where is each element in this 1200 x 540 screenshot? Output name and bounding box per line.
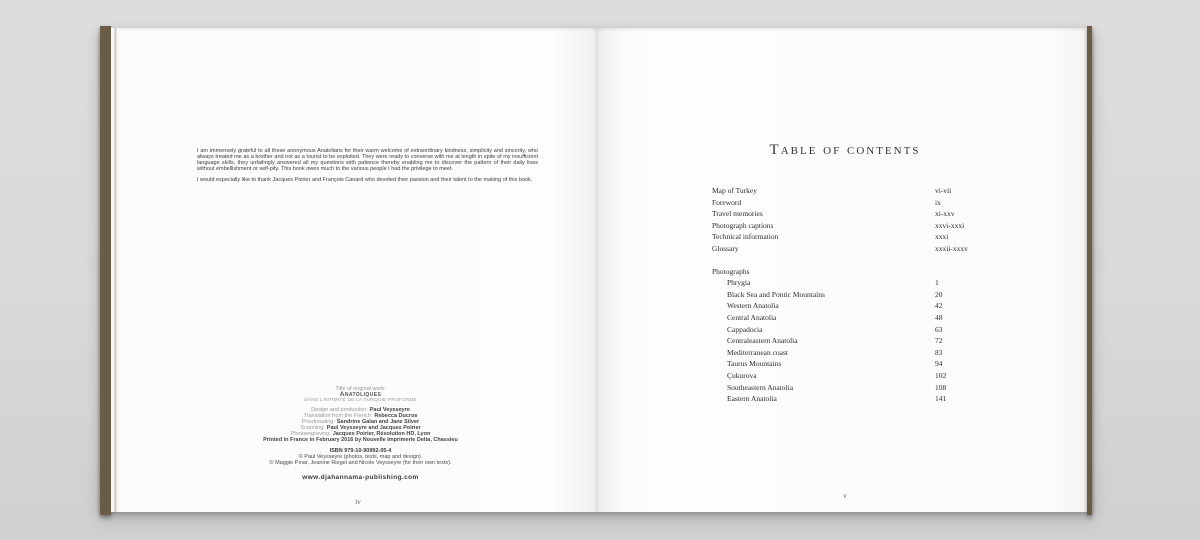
toc-entry-label: Technical information (712, 232, 779, 242)
isbn: ISBN 979-10-90992-05-4 (329, 448, 392, 454)
page-fore-edges (111, 28, 119, 512)
original-work-label: Title of original work: (335, 386, 386, 392)
toc-entry-page: xxvi-xxxi (935, 220, 965, 230)
toc-entry-page: 72 (935, 336, 943, 346)
toc-row (712, 243, 1012, 255)
toc-entry-label: Black Sea and Pontic Mountains (727, 289, 825, 299)
publisher-website: www.djahannama-publishing.com (302, 474, 419, 481)
isbn-block (119, 448, 597, 466)
toc-entry-page: 1 (935, 278, 939, 288)
book-cover-right-edge (1087, 26, 1092, 515)
toc-entry-page: xxxi (935, 232, 949, 242)
toc-entry-label: Southeastern Anatolia (727, 382, 794, 392)
toc-entry-label: Centraleastern Anatolia (727, 336, 798, 346)
toc-entry-page: 48 (935, 312, 943, 322)
credit-label: Scanning: (300, 425, 325, 431)
right-page-number: v (843, 492, 847, 500)
toc-row (712, 358, 1012, 370)
toc-row (712, 370, 1012, 382)
printed-line: Printed in France in February 2016 by Nouvelle Imprimerie Delta, Chassieu (263, 437, 458, 443)
toc-entry-page: 42 (935, 301, 943, 311)
toc-entry-label: Western Anatolia (727, 301, 779, 311)
toc-entry-label: Glossary (712, 243, 739, 253)
toc-row (712, 393, 1012, 405)
book-spread (100, 28, 1092, 512)
toc-row (712, 382, 1012, 394)
toc-row (712, 277, 1012, 289)
toc-row (712, 208, 1012, 220)
toc-entry-label: Çukurova (727, 370, 757, 380)
toc-row (712, 231, 1012, 243)
left-page (119, 28, 597, 512)
toc-row (712, 220, 1012, 232)
toc-entry-page: 63 (935, 324, 943, 334)
toc-entry-label: Cappadocia (727, 324, 763, 334)
toc-entry-label: Photograph captions (712, 220, 774, 230)
toc-entry-label: Eastern Anatolia (727, 394, 777, 404)
credit-label: Translation from the French: (303, 413, 373, 419)
toc-photographs-header: Photographs (712, 266, 750, 276)
copyright-line: © Maggie Pınar, Jeanine Riegel and Nicole Veysseyre (for their own texts). (269, 460, 452, 466)
table-of-contents (712, 185, 1012, 405)
copyright-line: © Paul Veysseyre (photos, texts, map and design). (298, 454, 423, 460)
toc-entry-page: vi-vii (935, 186, 952, 195)
credit-label: Photoengraving: (290, 431, 331, 437)
right-page (597, 28, 1087, 512)
toc-row (712, 289, 1012, 301)
toc-entry-page: ix (935, 197, 941, 207)
toc-row (712, 312, 1012, 324)
book-cover-left-edge (100, 26, 111, 515)
original-title: Anatoliques (339, 391, 382, 398)
toc-entry-page: 102 (935, 370, 947, 380)
credit-value: Paul Veysseyre and Jacques Poirier (326, 425, 421, 431)
toc-entry-page: 141 (935, 394, 947, 404)
toc-entry-page: 83 (935, 347, 943, 357)
toc-entry-label: Map of Turkey (712, 186, 758, 195)
toc-entry-label: Mediterranean coast (727, 347, 789, 357)
colophon-block (119, 386, 597, 443)
acknowledgments-paragraph-2: I would especially like to thank Jacques Poirier and François Canard who devoted their passion and their talent to the making of this book. (197, 176, 533, 183)
toc-entry-label: Taurus Mountains (727, 359, 782, 369)
toc-row (712, 197, 1012, 209)
toc-row (712, 347, 1012, 359)
acknowledgments-paragraph-1: I am immensely grateful to all these anonymous Anatolians for their warm welcome of extraordinary kindness, simplicity and sincerity, who always treated me as a brother and not as a tourist to be exploited. They were ready to converse with me at length in spite of my insufficient language skills, they unfailingly answered all my questions with patience thereby enabling me to discover the pattern of their daily lives without embellishment or self-pity. This book owes much to the various people I had the privilege to meet. (197, 148, 538, 172)
toc-entry-page: 20 (935, 289, 943, 299)
toc-entry-page: xi-xxv (935, 209, 955, 219)
toc-entry-page: 94 (935, 359, 943, 369)
toc-entry-label: Central Anatolia (727, 312, 777, 322)
credit-value: Paul Veysseyre (369, 407, 410, 413)
original-subtitle: DANS L'INTIMITÉ DE LA TURQUIE PROFONDE (304, 398, 417, 403)
toc-title: Table of contents (769, 142, 921, 158)
toc-entry-label: Phrygia (727, 278, 751, 288)
left-page-number: iv (355, 498, 361, 506)
credit-value: Sandrine Galan and Jane Silver (336, 419, 420, 425)
toc-row (712, 335, 1012, 347)
toc-entry-page: xxxii-xxxv (935, 243, 968, 253)
toc-row (712, 300, 1012, 312)
acknowledgments-block (197, 149, 538, 184)
toc-entry-page: 108 (935, 382, 947, 392)
toc-row (712, 324, 1012, 336)
toc-entry-label: Travel memories (712, 209, 763, 219)
toc-row (712, 185, 1012, 197)
credit-label: Design and production: (311, 407, 368, 413)
credit-label: Proofreading: (301, 419, 335, 425)
credit-value: Jacques Poirier, Résolution HD, Lyon (332, 431, 431, 437)
credit-value: Rebecca Ducros (374, 413, 418, 419)
toc-entry-label: Foreword (712, 197, 742, 207)
